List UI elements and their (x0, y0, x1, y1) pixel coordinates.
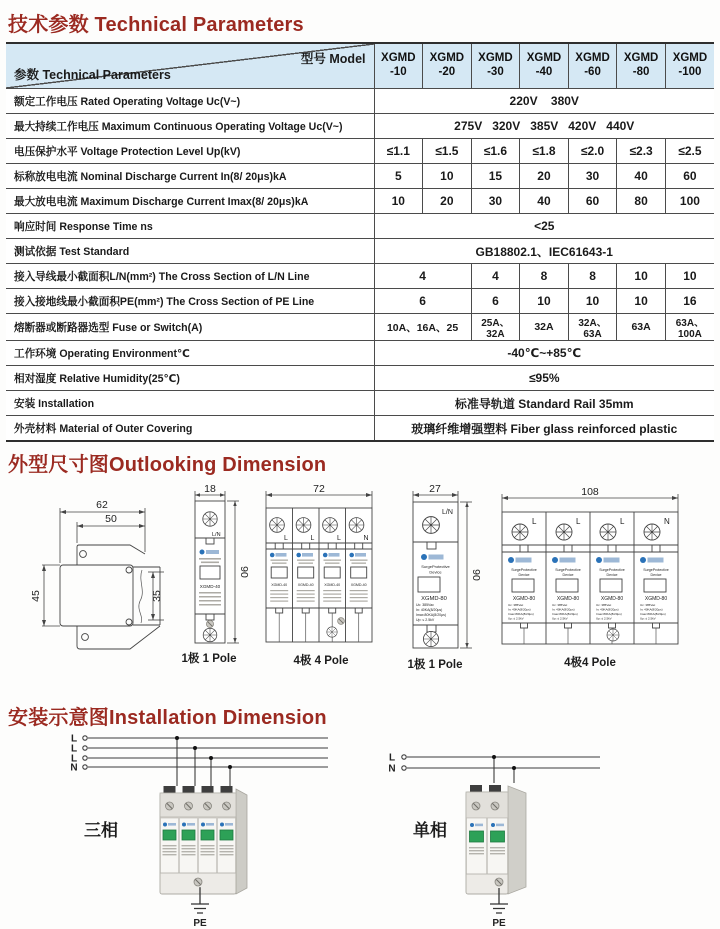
wire-label: L (70, 743, 78, 755)
table-row (6, 189, 714, 214)
cell: 10 (617, 264, 666, 289)
wire-label: L (388, 752, 396, 764)
svg-text:Imax:80KA(8/20μs): Imax:80KA(8/20μs) (416, 613, 447, 617)
table-row (6, 139, 714, 164)
cell: 32A、63A (568, 314, 617, 341)
terminal-label: L (620, 517, 625, 526)
cell: 10A、16A、25 (374, 314, 471, 341)
table-row (6, 289, 714, 314)
svg-text:Uc: 385Vac: Uc: 385Vac (596, 603, 612, 607)
pe-label: PE (193, 918, 207, 929)
installation-dimension-title: 安装示意图Installation Dimension (8, 707, 327, 729)
svg-text:In: 40KA(8/20μs): In: 40KA(8/20μs) (640, 607, 663, 612)
svg-text:XGMD-40: XGMD-40 (350, 583, 367, 587)
table-row (6, 366, 714, 391)
svg-text:In: 40KA(8/20μs): In: 40KA(8/20μs) (552, 607, 575, 612)
cell: 16 (665, 289, 714, 314)
brand-line1: SurgeProtective (421, 564, 450, 569)
cell: 8 (568, 264, 617, 289)
row-label: 相对湿度 Relative Humidity(25℃) (6, 366, 374, 391)
cell: 10 (423, 164, 472, 189)
table-row (6, 314, 714, 341)
svg-text:SurgeProtective: SurgeProtective (599, 568, 625, 572)
single-phase-label: 单相 (413, 821, 447, 840)
corner-params-label: 参数 Technical Parameters (14, 68, 171, 82)
cell: 10 (374, 189, 423, 214)
three-phase-diagram (60, 730, 365, 929)
model-header: XGMD -100 (665, 43, 714, 89)
svg-text:SurgeProtective: SurgeProtective (555, 568, 581, 572)
wire-label: L (70, 753, 78, 765)
svg-text:Device: Device (650, 573, 662, 577)
terminal-label: L (576, 517, 581, 526)
svg-text:XGMD-40: XGMD-40 (271, 583, 288, 587)
svg-text:Device: Device (562, 573, 574, 577)
cell: 100 (665, 189, 714, 214)
svg-text:Imax:80KA(8/20μs): Imax:80KA(8/20μs) (640, 612, 666, 616)
pole-label: 1极 1 Pole (407, 659, 463, 671)
tech-parameters-title: 技术参数 Technical Parameters (8, 14, 304, 36)
table-row (6, 391, 714, 416)
row-label: 响应时间 Response Time ns (6, 214, 374, 239)
svg-text:Up: ≤ 2.5kV: Up: ≤ 2.5kV (508, 616, 524, 621)
dim-27: 27 (429, 483, 441, 495)
cell: 10 (617, 289, 666, 314)
row-label: 接入导线最小截面积L/N(mm²) The Cross Section of L/N Line (6, 264, 374, 289)
outline-dimension-drawings (0, 483, 720, 682)
dim-50: 50 (105, 513, 117, 525)
dim-72: 72 (313, 483, 325, 495)
spd-4pole-device (160, 786, 247, 894)
dim-45: 45 (30, 590, 42, 602)
cell: 15 (471, 164, 520, 189)
svg-text:Imax:80KA(8/20μs): Imax:80KA(8/20μs) (552, 612, 578, 616)
svg-text:In: 40KA(8/20μs): In: 40KA(8/20μs) (416, 608, 443, 612)
wire-label: L (70, 733, 78, 745)
svg-text:Device: Device (606, 573, 618, 577)
table-row (6, 264, 714, 289)
row-label: 电压保护水平 Voltage Protection Level Up(kV) (6, 139, 374, 164)
dim-90: 90 (238, 566, 250, 578)
three-phase-label: 三相 (84, 821, 118, 840)
corner-model-label: 型号 Model (300, 52, 366, 66)
technical-parameters-table-wrap (6, 42, 714, 442)
svg-text:XGMD-80: XGMD-80 (644, 596, 668, 602)
svg-text:XGMD-80: XGMD-80 (600, 596, 624, 602)
cell: 80 (617, 189, 666, 214)
dim-18: 18 (204, 483, 216, 495)
model-header: XGMD -20 (423, 43, 472, 89)
model-header: XGMD -60 (568, 43, 617, 89)
row-label: 测试依据 Test Standard (6, 239, 374, 264)
terminal-label: L/N (212, 532, 221, 538)
pole1-18-drawing (181, 483, 250, 678)
row-label: 最大持续工作电压 Maximum Continuous Operating Voltage Uc(V~) (6, 114, 374, 139)
svg-text:Up: ≤ 2.5kV: Up: ≤ 2.5kV (640, 616, 656, 621)
dim-90: 90 (470, 569, 482, 581)
svg-text:In: 40KA(8/20μs): In: 40KA(8/20μs) (596, 607, 619, 612)
cell: 5 (374, 164, 423, 189)
cell: 63A、100A (665, 314, 714, 341)
device-model: XGMD-80 (421, 596, 447, 602)
terminal-label: N (664, 517, 670, 526)
svg-text:XGMD-80: XGMD-80 (512, 596, 536, 602)
outlook-dimension-title: 外型尺寸图Outlooking Dimension (8, 454, 327, 476)
pole-label: 4极 4 Pole (293, 655, 349, 667)
svg-text:Up: ≤ 2.5kV: Up: ≤ 2.5kV (416, 618, 435, 622)
svg-text:XGMD-40: XGMD-40 (297, 583, 314, 587)
svg-text:SurgeProtective: SurgeProtective (643, 568, 669, 572)
row-value: -40℃~+85℃ (374, 341, 714, 366)
row-label: 标称放电电流 Nominal Discharge Current In(8/ 20μs)kA (6, 164, 374, 189)
device-model: XGMD-40 (199, 584, 221, 589)
row-label: 工作环境 Operating Environment℃ (6, 341, 374, 366)
cell: 30 (568, 164, 617, 189)
model-header: XGMD -80 (617, 43, 666, 89)
dim-62: 62 (96, 499, 108, 511)
svg-text:Imax:80KA(8/20μs): Imax:80KA(8/20μs) (596, 612, 622, 616)
pole-label: 4极4 Pole (564, 657, 616, 669)
model-header: XGMD -10 (374, 43, 423, 89)
cell: 10 (665, 264, 714, 289)
pe-label: PE (492, 918, 506, 929)
cell: ≤1.6 (471, 139, 520, 164)
table-row (6, 341, 714, 366)
row-value: 220V 380V (374, 89, 714, 114)
cell: ≤2.0 (568, 139, 617, 164)
model-header: XGMD -30 (471, 43, 520, 89)
table-header-row (6, 43, 714, 89)
svg-text:Uc: 385Vac: Uc: 385Vac (416, 603, 434, 607)
cell: 10 (520, 289, 569, 314)
svg-text:Uc: 385Vac: Uc: 385Vac (552, 603, 568, 607)
cell: 60 (568, 189, 617, 214)
terminal-label: L (310, 535, 315, 542)
pole4-108-drawing (490, 486, 688, 678)
cell: 63A (617, 314, 666, 341)
installation-diagrams (0, 730, 720, 929)
cell: 60 (665, 164, 714, 189)
row-value: GB18802.1、IEC61643-1 (374, 239, 714, 264)
cell: ≤1.5 (423, 139, 472, 164)
svg-text:Device: Device (518, 573, 530, 577)
cell: 4 (471, 264, 520, 289)
terminal-label: L/N (442, 509, 453, 516)
pole-label: 1极 1 Pole (181, 653, 237, 665)
terminal-label: L (284, 535, 288, 542)
row-label: 外壳材料 Material of Outer Covering (6, 416, 374, 442)
row-label: 额定工作电压 Rated Operating Voltage Uc(V~) (6, 89, 374, 114)
cell: 40 (520, 189, 569, 214)
dim-108: 108 (581, 486, 599, 498)
table-row (6, 239, 714, 264)
svg-text:Imax:80KA(8/20μs): Imax:80KA(8/20μs) (508, 612, 534, 616)
svg-text:Uc: 385Vac: Uc: 385Vac (640, 603, 656, 607)
row-value: ≤95% (374, 366, 714, 391)
table-row (6, 416, 714, 442)
technical-parameters-table (6, 42, 714, 442)
terminal-label: N (363, 535, 369, 542)
wire-label: N (70, 762, 78, 774)
table-row (6, 164, 714, 189)
row-value: 275V 320V 385V 420V 440V (374, 114, 714, 139)
terminal-label: L (337, 535, 341, 542)
row-label: 最大放电电流 Maximum Discharge Current Imax(8/ 20μs)kA (6, 189, 374, 214)
cell: ≤2.5 (665, 139, 714, 164)
table-row (6, 89, 714, 114)
row-value: 玻璃纤维增强塑料 Fiber glass reinforced plastic (374, 416, 714, 442)
row-label: 安装 Installation (6, 391, 374, 416)
brand-line2: Device (429, 569, 442, 575)
cell: ≤1.1 (374, 139, 423, 164)
side-view-drawing (30, 496, 182, 674)
cell: 20 (520, 164, 569, 189)
cell: 30 (471, 189, 520, 214)
svg-text:Up: ≤ 2.5kV: Up: ≤ 2.5kV (552, 616, 568, 621)
cell: ≤1.8 (520, 139, 569, 164)
svg-text:Up: ≤ 2.5kV: Up: ≤ 2.5kV (596, 616, 612, 621)
table-row (6, 214, 714, 239)
single-phase-diagram (378, 730, 678, 929)
terminal-label: L (532, 517, 537, 526)
cell: ≤2.3 (617, 139, 666, 164)
row-value: <25 (374, 214, 714, 239)
spd-2pole-device (466, 785, 526, 894)
cell: 32A (520, 314, 569, 341)
cell: 10 (568, 289, 617, 314)
cell: 20 (423, 189, 472, 214)
cell: 8 (520, 264, 569, 289)
svg-text:Uc: 385Vac: Uc: 385Vac (508, 603, 524, 607)
cell: 6 (471, 289, 520, 314)
row-value: 标准导轨道 Standard Rail 35mm (374, 391, 714, 416)
cell: 25A、32A (471, 314, 520, 341)
dim-35: 35 (151, 590, 163, 602)
row-label: 接入接地线最小截面积PE(mm²) The Cross Section of PE Line (6, 289, 374, 314)
svg-text:XGMD-80: XGMD-80 (556, 596, 580, 602)
svg-text:SurgeProtective: SurgeProtective (511, 568, 537, 572)
cell: 6 (374, 289, 471, 314)
svg-text:XGMD-40: XGMD-40 (324, 583, 341, 587)
table-row (6, 114, 714, 139)
table-corner-cell (6, 43, 374, 89)
pole1-27-drawing (404, 483, 482, 678)
cell: 40 (617, 164, 666, 189)
row-label: 熔断器或断路器选型 Fuse or Switch(A) (6, 314, 374, 341)
model-header: XGMD -40 (520, 43, 569, 89)
wire-label: N (388, 763, 396, 775)
svg-text:In: 40KA(8/20μs): In: 40KA(8/20μs) (508, 607, 531, 612)
pole4-72-drawing (256, 483, 378, 678)
side-view-outline (60, 545, 160, 649)
cell: 4 (374, 264, 471, 289)
